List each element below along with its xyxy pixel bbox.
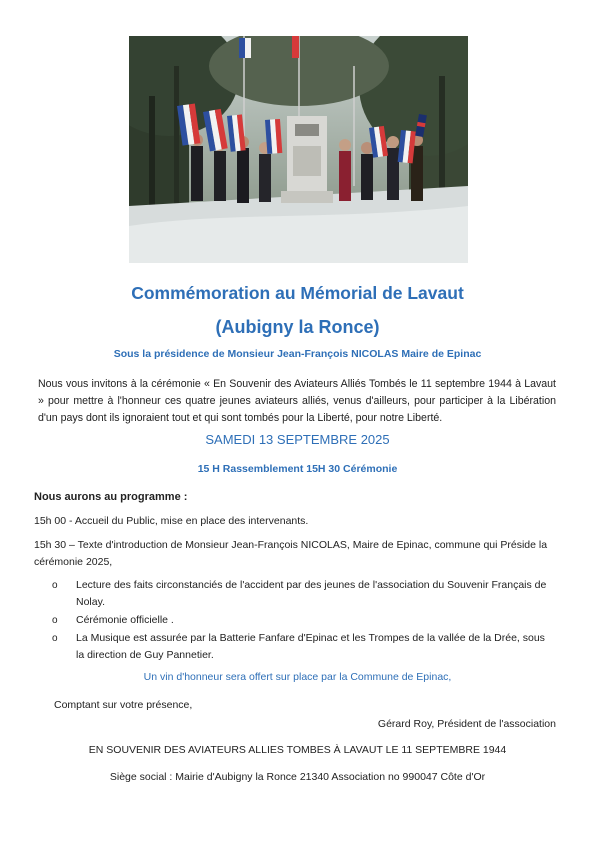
list-item xyxy=(52,630,552,664)
event-times: 15 H Rassemblement 15H 30 Cérémonie xyxy=(197,463,398,475)
program-line-1500: 15h 00 - Accueil du Public, mise en place des intervenants. xyxy=(34,515,309,527)
program-bullet-list xyxy=(52,577,552,665)
document-subtitle: (Aubigny la Ronce) xyxy=(215,317,380,337)
bullet-icon: o xyxy=(52,580,58,591)
document-title: Commémoration au Mémorial de Lavaut xyxy=(131,283,464,303)
memorial-photo xyxy=(129,36,468,263)
signature: Gérard Roy, Président de l'association xyxy=(377,718,556,730)
list-item xyxy=(52,612,552,629)
bullet-text: Cérémonie officielle . xyxy=(76,614,174,626)
closing-line: Comptant sur votre présence, xyxy=(54,699,193,711)
presidence-line: Sous la présidence de Monsieur Jean-François NICOLAS Maire de Epinac xyxy=(113,348,482,360)
memorial-photo-illustration xyxy=(129,36,468,263)
registered-office: Siège social : Mairie d'Aubigny la Ronce 21340 Association no 990047 Côte d'Or xyxy=(109,771,486,783)
bullet-icon: o xyxy=(52,633,58,644)
program-heading: Nous aurons au programme : xyxy=(34,491,188,503)
bullet-text: Lecture des faits circonstanciés de l'accident par des jeunes de l'association du Souvenir Français de Nolay. xyxy=(76,579,547,608)
list-item xyxy=(52,577,552,611)
bullet-icon: o xyxy=(52,615,58,626)
vin-honneur-line: Un vin d'honneur sera offert sur place par la Commune de Epinac, xyxy=(143,671,452,683)
event-date: SAMEDI 13 SEPTEMBRE 2025 xyxy=(205,432,390,447)
memorial-footer: EN SOUVENIR DES AVIATEURS ALLIES TOMBES À LAVAUT LE 11 SEPTEMBRE 1944 xyxy=(88,744,507,756)
program-line-1530: 15h 30 – Texte d'introduction de Monsieur Jean-François NICOLAS, Maire de Epinac, commune qui Préside la cérémonie 2025, xyxy=(34,539,548,568)
bullet-text: La Musique est assurée par la Batterie Fanfare d'Epinac et les Trompes de la vallée de la Drée, sous la direction de Guy Pannetier. xyxy=(76,632,545,661)
intro-paragraph: Nous vous invitons à la cérémonie « En Souvenir des Aviateurs Alliés Tombés le 11 septembre 1944 à Lavaut » pour mettre à l'honneur ces quatre jeunes aviateurs alliés, venus d'ailleurs, pour participer à la Libération d'un pays dont ils ignoraient tout et qui sont tombés pour la Liberté, pour notre Liberté. xyxy=(38,378,556,424)
